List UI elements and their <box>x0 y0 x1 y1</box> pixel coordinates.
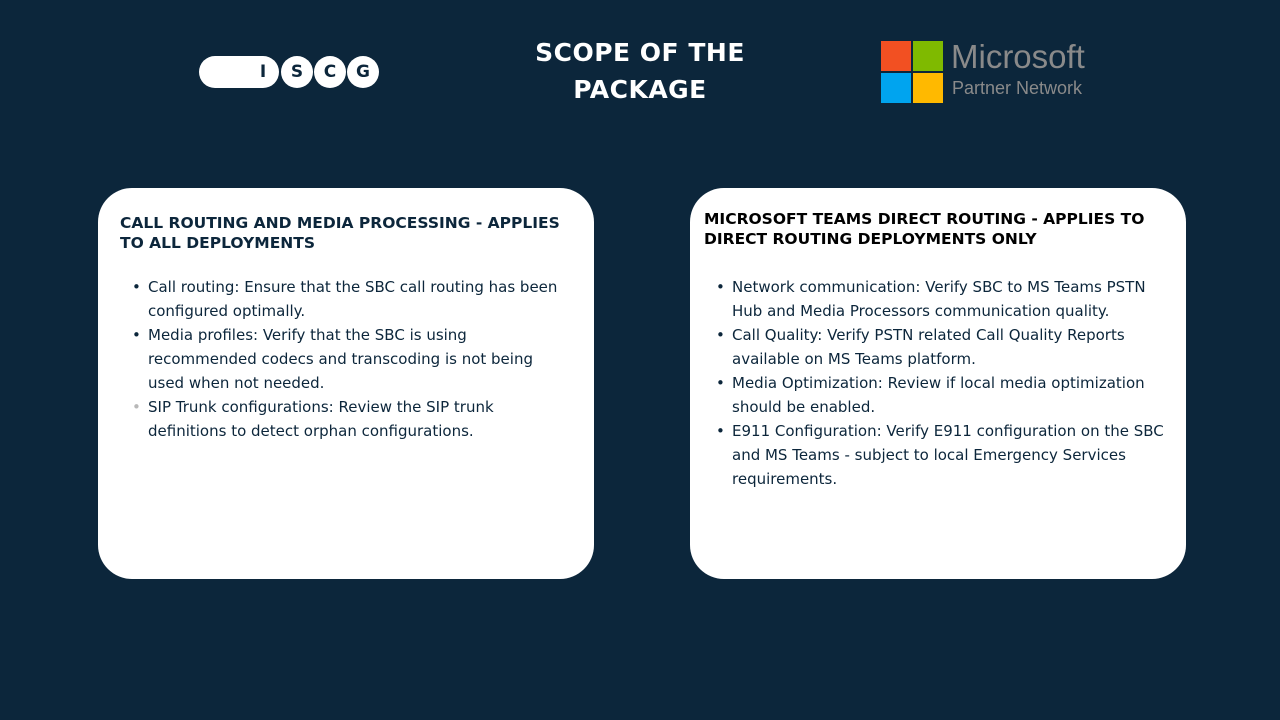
list-item-text: Media Optimization: Review if local media optimization should be enabled. <box>732 374 1145 416</box>
list-item <box>716 323 1172 371</box>
list-item <box>132 323 572 395</box>
iscg-logo-letter-s: S <box>281 56 313 88</box>
list-item <box>716 275 1172 323</box>
microsoft-square-red <box>881 41 911 71</box>
microsoft-subbrand-text: Partner Network <box>952 78 1083 98</box>
list-item-text: SIP Trunk configurations: Review the SIP trunk definitions to detect orphan configurations. <box>148 398 494 440</box>
microsoft-partner-network-logo <box>881 40 1121 104</box>
iscg-logo-letter-g: G <box>347 56 379 88</box>
bullet-icon: • <box>132 326 141 344</box>
bullet-icon: • <box>716 422 725 440</box>
microsoft-brand-text: Microsoft <box>951 38 1085 75</box>
bullet-icon: • <box>716 278 725 296</box>
microsoft-square-yellow <box>913 73 943 103</box>
list-item-text: Network communication: Verify SBC to MS Teams PSTN Hub and Media Processors communication quality. <box>732 278 1146 320</box>
bullet-icon: • <box>716 374 725 392</box>
card-heading: MICROSOFT TEAMS DIRECT ROUTING - APPLIES TO DIRECT ROUTING DEPLOYMENTS ONLY <box>704 210 1145 248</box>
card-teams-direct-routing <box>690 188 1186 579</box>
iscg-logo-letter-c: C <box>314 56 346 88</box>
list-item-text: Call Quality: Verify PSTN related Call Quality Reports available on MS Teams platform. <box>732 326 1125 368</box>
page-title-line-2: PACKAGE <box>573 75 707 104</box>
card-heading: CALL ROUTING AND MEDIA PROCESSING - APPLIES TO ALL DEPLOYMENTS <box>120 214 560 252</box>
microsoft-square-green <box>913 41 943 71</box>
card-bullet-list <box>120 275 572 443</box>
page-title-line-1: SCOPE OF THE <box>535 38 745 67</box>
iscg-logo-letter-i: I <box>259 62 267 82</box>
bullet-icon: • <box>132 398 141 416</box>
card-call-routing <box>98 188 594 579</box>
iscg-logo <box>199 56 381 89</box>
microsoft-squares-icon <box>881 41 943 103</box>
microsoft-square-blue <box>881 73 911 103</box>
list-item <box>716 371 1172 419</box>
page-title <box>500 34 780 108</box>
list-item-text: E911 Configuration: Verify E911 configuration on the SBC and MS Teams - subject to local Emergency Services requirements. <box>732 422 1164 488</box>
list-item <box>132 275 572 323</box>
list-item-text: Media profiles: Verify that the SBC is using recommended codecs and transcoding is not being used when not needed. <box>148 326 533 392</box>
bullet-icon: • <box>716 326 725 344</box>
card-bullet-list <box>704 275 1172 491</box>
list-item <box>132 395 572 443</box>
list-item-text: Call routing: Ensure that the SBC call routing has been configured optimally. <box>148 278 558 320</box>
list-item <box>716 419 1172 491</box>
bullet-icon: • <box>132 278 141 296</box>
